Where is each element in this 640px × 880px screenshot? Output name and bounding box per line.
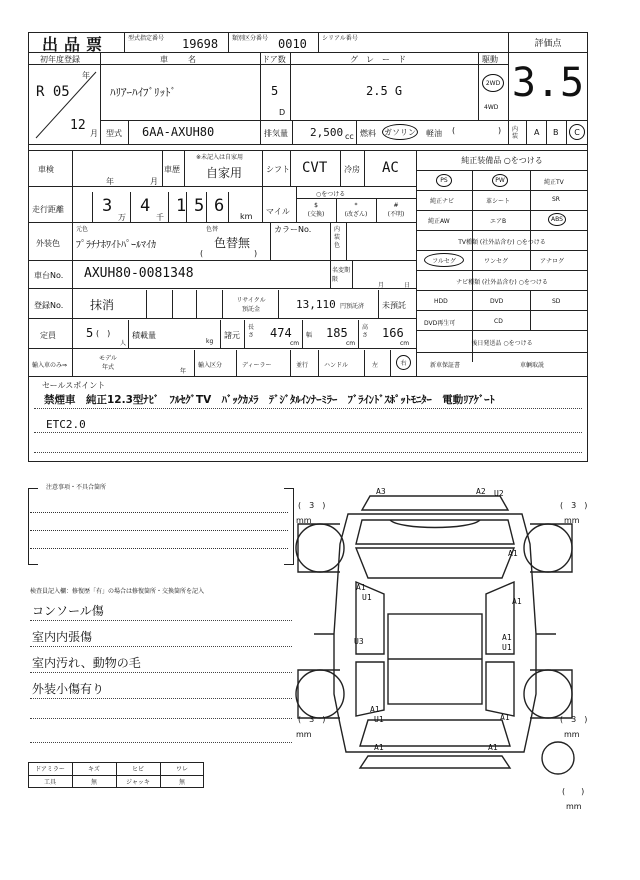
import-parallel: 並行 bbox=[296, 362, 309, 369]
import-type-label: 輸入区分 bbox=[198, 362, 223, 369]
mileage-d3: 1 bbox=[176, 196, 187, 216]
cc-unit: cc bbox=[345, 132, 354, 141]
notes-label: 注意事項・不具合箇所 bbox=[46, 484, 107, 491]
damage-mark: U1 bbox=[502, 643, 512, 652]
grade-value: 2.5 G bbox=[366, 84, 403, 98]
damage-mark: A1 bbox=[356, 583, 366, 592]
notes-box bbox=[28, 488, 294, 564]
equip-leather: 革シート bbox=[486, 198, 511, 205]
first-reg-month: 12 bbox=[70, 118, 86, 133]
navi-type-label: ナビ種類 (社外品含む) ○をつける bbox=[456, 278, 548, 286]
damage-mark: A2 bbox=[476, 487, 486, 496]
jack-label: ジャッキ bbox=[126, 779, 150, 786]
color-no-label: 色替 bbox=[206, 226, 219, 233]
sales-line-2: ETC2.0 bbox=[46, 418, 86, 431]
damage-mark: U1 bbox=[362, 593, 372, 602]
score-label: 評価点 bbox=[534, 38, 562, 49]
mm-label: mm bbox=[566, 802, 582, 811]
damage-mark: U1 bbox=[374, 715, 384, 724]
doors-value: 5 bbox=[271, 84, 279, 98]
std-equip-label: 純正装備品 ○をつける bbox=[461, 155, 543, 165]
mm-label: mm bbox=[296, 516, 312, 525]
note-item-4: 外装小傷有り bbox=[32, 682, 105, 696]
import-dealer: ディーラー bbox=[242, 362, 272, 369]
inspection-label: 車検 bbox=[38, 165, 54, 174]
class-no-label: 類別区分番号 bbox=[232, 35, 269, 42]
equip-abs: ABS bbox=[548, 213, 566, 226]
import-label: 輸入車のみ⇒ bbox=[32, 362, 68, 369]
tools-label: 工具 bbox=[43, 779, 56, 786]
fuel-gas: ガソリン bbox=[382, 124, 418, 140]
damage-mark: A1 bbox=[374, 743, 384, 752]
wheel-rear-left bbox=[296, 670, 344, 718]
reg-label: 登録No. bbox=[34, 301, 64, 310]
tv-type-label: TV種類 (社外品含む) ○をつける bbox=[458, 238, 546, 246]
displacement-label: 排気量 bbox=[264, 129, 288, 138]
mileage-d1: 3 bbox=[102, 196, 113, 216]
displacement: 2,500 bbox=[310, 126, 344, 139]
serial-label: シリアル番号 bbox=[322, 35, 358, 42]
sales-line-1: 禁煙車 純正12.3型ﾅﾋﾞ ﾌﾙｾｸﾞTV ﾊﾞｯｸｶﾒﾗ ﾃﾞｼﾞﾀﾙｲﾝﾅｰﾐﾗｰ ﾌﾞﾗｲﾝﾄﾞｽﾎﾟｯﾄﾓﾆﾀｰ 電動ﾘｱｹﾞｰﾄ bbox=[44, 394, 495, 406]
tv-oneseg: ワンセグ bbox=[484, 258, 509, 265]
note-item-2: 室内内張傷 bbox=[32, 630, 93, 644]
tv-analog: アナログ bbox=[540, 258, 565, 265]
dvd-play: DVD再生可 bbox=[424, 320, 456, 327]
name-change-label: 名変期限 bbox=[332, 267, 351, 283]
history-label: 車歴 bbox=[164, 165, 180, 174]
equip-tv: 純正TV bbox=[544, 179, 564, 186]
chassis-value: AXUH80-0081348 bbox=[84, 266, 194, 281]
capacity-label: 定員 bbox=[40, 331, 56, 340]
shift-value: CVT bbox=[302, 160, 328, 176]
damage-mark: A1 bbox=[488, 743, 498, 752]
type-no: 19698 bbox=[182, 37, 219, 51]
damage-mark: A1 bbox=[500, 713, 510, 722]
mm-label: mm bbox=[564, 516, 580, 525]
circle-note: ○をつける bbox=[316, 191, 346, 198]
class-no: 0010 bbox=[278, 37, 307, 51]
mileage-d4: 5 bbox=[194, 196, 205, 216]
repaint-value: 色替無 bbox=[214, 236, 251, 250]
reg-value: 抹消 bbox=[90, 298, 115, 312]
interior-b: B bbox=[553, 128, 559, 137]
handle-left: 左 bbox=[372, 362, 379, 369]
wheel-front-left bbox=[296, 524, 344, 572]
damage-mark: A1 bbox=[502, 633, 512, 642]
equip-airbag: エアB bbox=[490, 218, 507, 225]
mirror-break: ワレ bbox=[175, 766, 188, 773]
tools-value: 無 bbox=[90, 779, 97, 786]
name-change-day: 日 bbox=[404, 282, 411, 289]
warranty: 新車保証書 bbox=[430, 362, 461, 369]
drive-4wd: 4WD bbox=[484, 104, 499, 111]
car-name: ﾊﾘｱｰﾊｲﾌﾞﾘｯﾄﾞ bbox=[110, 86, 176, 99]
front-bumper bbox=[362, 496, 508, 510]
mirror-scratch: キズ bbox=[88, 766, 100, 773]
jack-value: 無 bbox=[178, 779, 185, 786]
wheel-front-right bbox=[524, 524, 572, 572]
km-unit: km bbox=[240, 212, 253, 221]
unknown-label: # (不明) bbox=[387, 202, 405, 218]
ac-value: AC bbox=[382, 160, 399, 176]
first-reg-label: 初年度登録 bbox=[40, 55, 80, 64]
recycle-unpaid: 未預託 bbox=[382, 301, 406, 310]
mile-label: マイル bbox=[266, 207, 290, 216]
width-cm: cm bbox=[346, 340, 356, 347]
mm-label: mm bbox=[296, 730, 312, 739]
tv-fullseg: フルセグ bbox=[424, 253, 464, 267]
mileage-sen: 千 bbox=[156, 213, 164, 222]
mileage-d2: 4 bbox=[140, 196, 151, 216]
type-no-label: 型式指定番号 bbox=[128, 35, 165, 42]
dims-label: 諸元 bbox=[224, 331, 240, 340]
damage-mark: A1 bbox=[370, 705, 380, 714]
model-year-unit: 年 bbox=[180, 368, 187, 375]
interior-label: 内装 bbox=[512, 126, 519, 140]
later-label: 後日発送品 ○をつける bbox=[471, 339, 533, 347]
interior-color-label: 内装色 bbox=[334, 226, 341, 249]
color-code-label: カラーNo. bbox=[274, 225, 312, 234]
navi-cd: CD bbox=[494, 318, 503, 325]
fuel-diesel: 軽油 bbox=[426, 129, 442, 138]
inspection-month-unit: 月 bbox=[150, 177, 158, 186]
len-value: 474 bbox=[270, 326, 292, 340]
ac-label: 冷房 bbox=[344, 165, 360, 174]
damage-mark: A1 bbox=[512, 597, 522, 606]
width-value: 185 bbox=[326, 326, 348, 340]
manual: 車輌取説 bbox=[520, 362, 545, 369]
handle-label: ハンドル bbox=[324, 362, 349, 369]
interior-c: C bbox=[569, 124, 585, 140]
width-label: 幅 bbox=[306, 332, 313, 339]
history-value: 自家用 bbox=[206, 166, 243, 180]
car-damage-diagram bbox=[290, 484, 590, 814]
month-unit: 月 bbox=[90, 129, 98, 138]
recycle-value: 13,110 bbox=[296, 298, 336, 311]
car-name-label: 車名 bbox=[160, 55, 216, 64]
rear-bumper bbox=[360, 756, 510, 768]
mirror-crack: ヒビ bbox=[131, 766, 144, 773]
exchange-label: $ (交換) bbox=[307, 202, 325, 218]
inspection-year-unit: 年 bbox=[106, 177, 114, 186]
damage-mark: U2 bbox=[494, 489, 504, 498]
page-title: 出品票 bbox=[42, 35, 109, 54]
len-label: 長さ bbox=[248, 324, 255, 339]
year-unit: 年 bbox=[82, 71, 90, 80]
damage-mark: U3 bbox=[354, 637, 364, 646]
spare-wheel bbox=[542, 742, 574, 774]
equip-sr: SR bbox=[552, 196, 560, 203]
load-label: 積載量 bbox=[132, 331, 156, 340]
recycle-label: リサイクル 預託金 bbox=[236, 297, 266, 313]
drive-2wd: 2WD bbox=[482, 74, 504, 92]
handle-right: 右 bbox=[396, 355, 411, 370]
mileage-man: 万 bbox=[118, 213, 126, 222]
mm-label: mm bbox=[564, 730, 580, 739]
navi-sd: SD bbox=[552, 298, 561, 305]
equip-ps: PS bbox=[436, 174, 452, 187]
navi-dvd: DVD bbox=[490, 298, 504, 305]
drive-label: 駆動 bbox=[482, 55, 498, 64]
person-unit: 人 bbox=[120, 340, 127, 347]
interior-a: A bbox=[534, 128, 540, 137]
inspector-label: 検査員記入欄：修復歴「有」の場合は修復箇所・交換箇所を記入 bbox=[30, 588, 205, 595]
color-label: 外装色 bbox=[36, 239, 60, 248]
capacity-value: 5 bbox=[86, 326, 94, 340]
model-label: 型式 bbox=[106, 129, 122, 138]
kg-unit: kg bbox=[206, 338, 214, 345]
chassis-label: 車台No. bbox=[34, 271, 64, 280]
navi-hdd: HDD bbox=[434, 298, 448, 305]
height-label: 高さ bbox=[362, 324, 369, 339]
model-year-label: モデル 年式 bbox=[99, 355, 117, 371]
modified-label: * (改ざん) bbox=[344, 202, 368, 218]
score-value: 3.5 bbox=[511, 60, 585, 106]
len-cm: cm bbox=[290, 340, 300, 347]
windshield bbox=[356, 548, 514, 578]
damage-mark: A1 bbox=[508, 549, 518, 558]
mileage-label: 走行距離 bbox=[32, 205, 64, 214]
doors-label: ドア数 bbox=[262, 55, 286, 64]
wheel-rear-right bbox=[524, 670, 572, 718]
damage-mark: A3 bbox=[376, 487, 386, 496]
recycle-paid: 円預託済 bbox=[340, 303, 365, 310]
grade-label: グレード bbox=[350, 55, 414, 64]
door-suffix: D bbox=[279, 108, 286, 117]
height-cm: cm bbox=[400, 340, 410, 347]
history-note: ※未記入は自家用 bbox=[196, 154, 244, 161]
equip-pw: PW bbox=[492, 174, 508, 187]
fuel-label: 燃料 bbox=[360, 129, 376, 138]
note-item-1: コンソール傷 bbox=[32, 604, 104, 618]
color-value: ﾌﾟﾗﾁﾅﾎﾜｲﾄﾊﾟｰﾙﾏｲｶ bbox=[76, 240, 156, 251]
name-change-month: 月 bbox=[378, 282, 385, 289]
door-mirror-label: ドアミラー bbox=[35, 766, 65, 773]
equip-aw: 純正AW bbox=[428, 218, 450, 225]
shift-label: シフト bbox=[266, 165, 290, 174]
height-value: 166 bbox=[382, 326, 404, 340]
note-item-3: 室内汚れ、動物の毛 bbox=[32, 656, 141, 670]
sales-label: セールスポイント bbox=[42, 381, 106, 390]
mileage-d5: 6 bbox=[214, 196, 225, 216]
model-value: 6AA-AXUH80 bbox=[142, 125, 215, 139]
first-reg-era: R 05 bbox=[36, 84, 70, 100]
orig-color-label: 元色 bbox=[76, 226, 89, 233]
equip-navi: 純正ナビ bbox=[430, 198, 455, 205]
